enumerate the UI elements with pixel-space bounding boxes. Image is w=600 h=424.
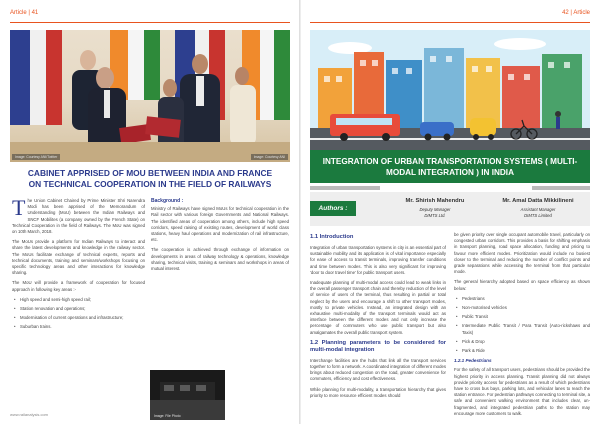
list-item: • Pick & Drop <box>454 339 590 345</box>
transport-banner <box>310 30 590 183</box>
page-folio: Article | 41 <box>10 10 39 16</box>
header-rule <box>10 22 290 23</box>
paragraph-framework: The MoU will provide a framework of cooperation for focused approach in following key areas :- <box>12 280 145 292</box>
paragraph: Inadequate planning of multi-modal access could lead to weak links in the overall passenger transport chain and thereby reduction of the level of service of users of the terminal, thus resulting in partial or total neglect by the users and encourage a shift to other transport modes, mostly to private vehicles. Instead, an integrated design with an exhaustive multi-modality of the transport terminals would act as interface between the different modes and not only increase the percentage of commuters who use public transport but also amalgamates the overall public transport system. <box>310 280 446 335</box>
paragraph-mous: The MoUs provide a platform for Indian Railways to interact and share the latest developments and knowledge in the railway sector. The MoUs facilitate exchange of technical experts, reports and technical documents, training and seminars/workshops focusing on specific technology areas and other interactions for knowledge sharing. <box>12 239 145 276</box>
banner-credit-bar <box>310 186 380 190</box>
background-heading: Background : <box>151 198 184 204</box>
paragraph: be given priority over single occupant automobile travel, particularly on congested urban corridors. This provides a basis for shifting emphasis in transport planning, road space allocation, funding and pricing to favour more efficient modes. Prioritization would include no busiest closer to the terminal and reducing the number of conflict points and grade separations while accessing the terminal from that particular mode. <box>454 232 590 275</box>
page-folio: 42 | Article <box>562 10 590 16</box>
paragraph: Interchange facilities are the hubs that link all the transport services together to form a network. A coordinated integration of different modes brings about reduced congestion on the road, greater convenience for commuters, efficiency and cost effectiveness. <box>310 357 446 382</box>
hierarchy-list <box>454 296 590 354</box>
intro-text: he Union Cabinet Chaired by Prime Minister Shri Narendra Modi has been apprised of the Memorandum of Understanding (MoU) between the Indian Railways and SNCF Mobilites (a company owned by the French State) on Technical Cooperation in the field of Railways. The MoU was signed on 10th March, 2018. <box>12 198 145 235</box>
paragraph: For the safety of all transport users, pedestrians should be provided the highest priority in access planning. Transit planning did not always provide priority access for pedestrians as a result of which pedestrians have to cross bus bays, parking lots, and vehicular lanes to reach the station entrance. For pedestrian pathways connecting to terminal site, a safe and convenient walking environment that includes clear, un-fragmented, and integrated pedestrian paths to the station may encourage more customers to walk. <box>454 367 590 416</box>
background-paragraph: Ministry of Railways have signed MoUs for technical cooperation in the Rail sector with various foreign Governments and National Railways. The identified areas of cooperation among others, include high speed corridors, speed raising of existing routes, development of world class stations, heavy haul operations and modernization of rail infrastructure, etc. <box>151 206 289 243</box>
background-paragraph: The cooperation is achieved through exchange of information on developments in areas of railway technology & operations, knowledge sharing, technical visits, training & seminars and workshops in areas of mutual interest. <box>151 247 289 272</box>
banner-credit-bar <box>532 186 590 190</box>
author-name: Mr. Shirish Mahendru <box>405 198 465 204</box>
article-title: INTEGRATION OF URBAN TRANSPORTATION SYSTEMS ( MULTI-MODAL INTEGRATION ) IN INDIA <box>310 150 590 183</box>
photo-caption: Image: File Photo <box>151 413 184 419</box>
footer-url[interactable]: www.railanalysis.com <box>10 412 49 417</box>
section-heading: 1.2 Planning parameters to be considered for multi-modal integration <box>310 339 446 353</box>
author-card <box>390 198 480 218</box>
author-name: Mr. Amal Datta Mikkilineni <box>502 198 574 204</box>
section-heading: 1.1 Introduction <box>310 234 354 240</box>
article-column-1 <box>310 232 446 403</box>
paragraph: While planning for multi-modality, a transportation hierarchy that gives priority to more resource efficient modes should <box>310 386 446 398</box>
list-item: • High speed and semi-high speed rail; <box>12 297 145 303</box>
background-column <box>151 198 289 272</box>
key-areas-list <box>12 297 145 331</box>
list-item: • Modernisation of current operations and infrastructure; <box>12 315 145 321</box>
author-card <box>488 198 588 218</box>
article-title: CABINET APPRISED OF MOU BETWEEN INDIA AND FRANCE ON TECHNICAL COOPERATION IN THE FIELD OF RAILWAYS <box>27 168 273 189</box>
intro-paragraph <box>12 195 145 235</box>
list-item: • Intermediate Public Transit / Para Transit (Auto-rickshaws and Taxis) <box>454 323 590 335</box>
authors-bar <box>310 192 590 226</box>
author-role: Assistant Manager DIMTS Limited <box>520 207 556 218</box>
photo-caption: Image: Courtesy ANI/Twitter <box>12 154 60 160</box>
list-item: • Park & Ride <box>454 348 590 354</box>
list-item: • Suburban trains. <box>12 324 145 330</box>
left-column <box>12 195 145 334</box>
article-column-2 <box>454 232 590 421</box>
city-transport-illustration <box>310 30 590 150</box>
station-photo <box>150 370 225 420</box>
photo-credit: Image: Courtesy ANI <box>251 154 288 160</box>
list-item: • Pedestrians <box>454 296 590 302</box>
subsection-heading: 1.2.1 Pedestrians <box>454 358 492 364</box>
list-item: • Public Transit <box>454 314 590 320</box>
signing-ceremony-photo <box>10 30 290 162</box>
authors-label: Authors : <box>310 201 356 216</box>
author-role: Deputy Manager DIMTS Ltd. <box>419 207 451 218</box>
photo-illustration <box>10 30 290 162</box>
paragraph: The general hierarchy adopted based on space efficiency as shown below: <box>454 279 590 291</box>
right-page <box>300 0 600 424</box>
header-rule <box>310 22 590 23</box>
list-item: • Non-motorised vehicles <box>454 305 590 311</box>
paragraph: Integration of urban transportation systems in city is an essential part of sustainable mobility and its application is of vital importance especially for ease of access to transit terminals, improving transfer conditions and time between modes. This is also very significant for improving 'door to door travel time' for public transport users. <box>310 245 446 275</box>
list-item: • Station renovation and operations; <box>12 306 145 312</box>
drop-cap: T <box>12 195 26 220</box>
